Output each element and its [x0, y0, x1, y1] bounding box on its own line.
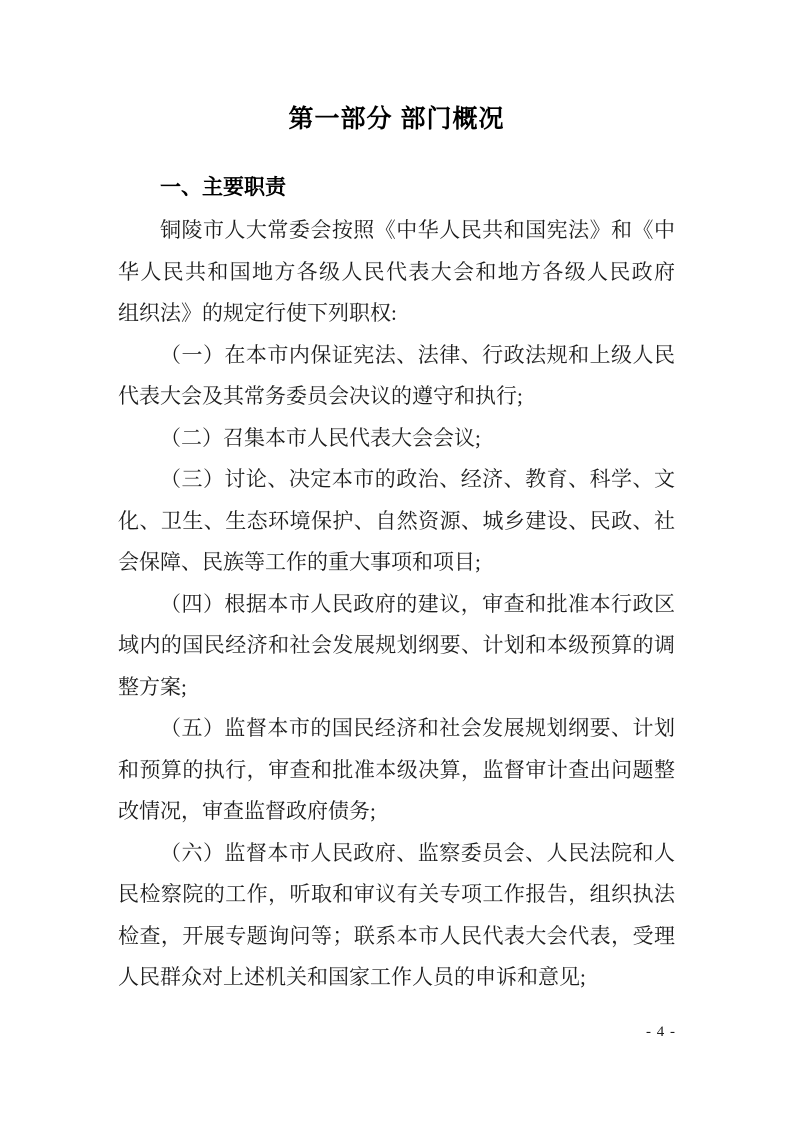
- text-line: （四）根据本市人民政府的建议，审查和批准本行政区: [160, 591, 675, 616]
- text-line: 组织法》的规定行使下列职权:: [118, 301, 397, 325]
- text-line: 民检察院的工作，听取和审议有关专项工作报告，组织执法: [118, 882, 675, 906]
- text-line: （五）监督本市的国民经济和社会发展规划纲要、计划: [160, 716, 675, 740]
- text-line: 改情况，审查监督政府债务;: [118, 799, 376, 823]
- text-line: （二）召集本市人民代表大会会议;: [160, 425, 481, 450]
- paragraphs-container: [118, 210, 675, 999]
- text-line: 和预算的执行，审查和批准本级决算，监督审计查出问题整: [118, 757, 675, 782]
- text-line: （一）在本市内保证宪法、法律、行政法规和上级人民: [160, 342, 675, 367]
- text-line: 代表大会及其常务委员会决议的遵守和执行;: [118, 384, 523, 408]
- page-title: 第一部分 部门概况: [288, 105, 505, 133]
- page-number: - 4 -: [646, 1024, 676, 1040]
- text-line: 华人民共和国地方各级人民代表大会和地方各级人民政府: [118, 259, 675, 284]
- text-line: 人民群众对上述机关和国家工作人员的申诉和意见;: [118, 965, 586, 989]
- text-line: 整方案;: [118, 674, 187, 699]
- text-line: 域内的国民经济和社会发展规划纲要、计划和本级预算的调: [118, 633, 675, 657]
- section-heading: 一、主要职责: [160, 176, 286, 199]
- text-line: 检查，开展专题询问等；联系本市人民代表大会代表，受理: [118, 923, 675, 948]
- text-line: 化、卫生、生态环境保护、自然资源、城乡建设、民政、社: [118, 508, 675, 533]
- text-line: （三）讨论、决定本市的政治、经济、教育、科学、文: [160, 467, 675, 491]
- text-line: 铜陵市人大常委会按照《中华人民共和国宪法》和《中: [160, 218, 675, 242]
- text-line: （六）监督本市人民政府、监察委员会、人民法院和人: [160, 840, 675, 865]
- text-line: 会保障、民族等工作的重大事项和项目;: [118, 550, 481, 574]
